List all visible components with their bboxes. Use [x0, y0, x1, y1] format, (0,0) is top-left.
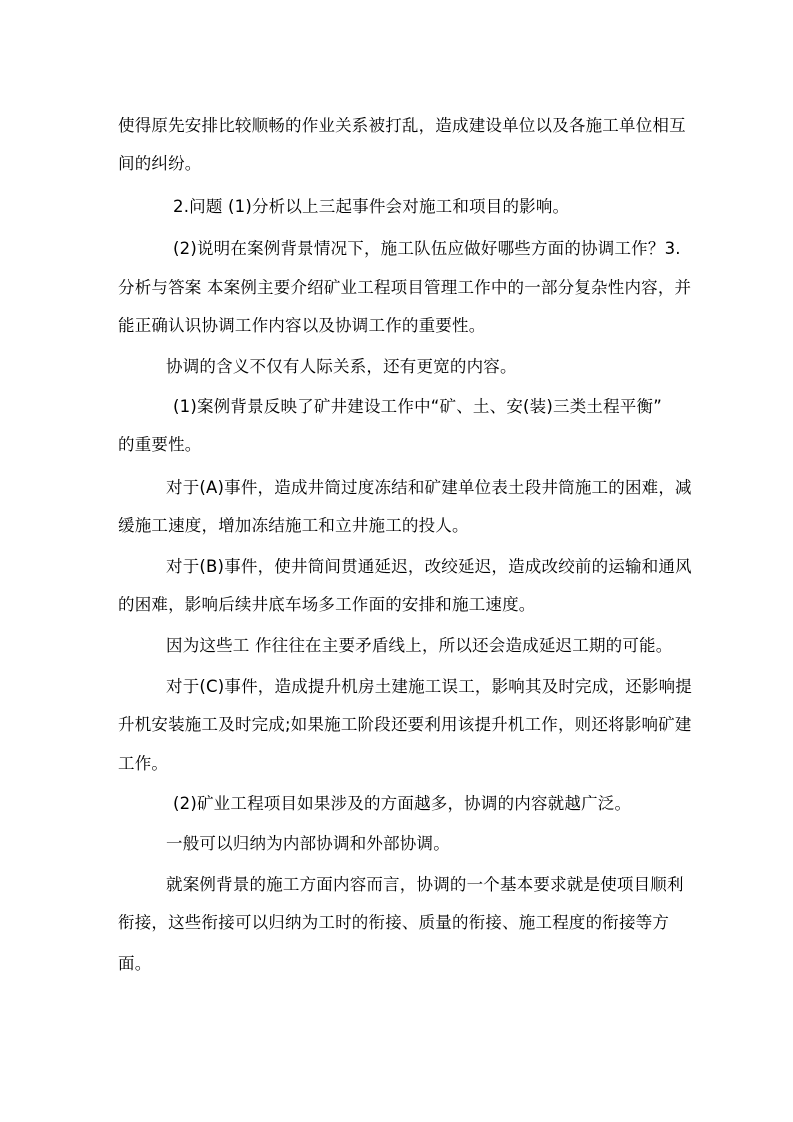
text-line: 对于(A)事件，造成井筒过度冻结和矿建单位表土段井筒施工的困难，减	[166, 478, 692, 497]
text-line: 间的纠纷。	[118, 154, 202, 173]
text-line: 的重要性。	[118, 435, 202, 454]
text-line: 面。	[118, 954, 152, 973]
text-line: 对于(C)事件，造成提升机房土建施工误工，影响其及时完成，还影响提	[166, 677, 692, 696]
text-line: (2)矿业工程项目如果涉及的方面越多，协调的内容就越广泛。	[173, 794, 632, 813]
text-line: 就案例背景的施工方面内容而言，协调的一个基本要求就是使项目顺利	[166, 875, 684, 894]
text-line: 2.问题 (1)分析以上三起事件会对施工和项目的影响。	[173, 197, 570, 216]
text-line: 分析与答案 本案例主要介绍矿业工程项目管理工作中的一部分复杂性内容，并	[118, 278, 692, 297]
text-line: 因为这些工 作往往在主要矛盾线上，所以还会造成延迟工期的可能。	[166, 636, 673, 655]
text-line: (1)案例背景反映了矿井建设工作中“矿、土、安(装)三类土程平衡”	[173, 397, 662, 416]
text-line: 缓施工速度，增加冻结施工和立井施工的投人。	[118, 516, 469, 535]
text-line: 能正确认识协调工作内容以及协调工作的重要性。	[118, 316, 486, 335]
text-line: 工作。	[118, 754, 169, 773]
text-line: 升机安装施工及时完成;如果施工阶段还要利用该提升机工作，则还将影响矿建	[118, 715, 692, 734]
text-line: 对于(B)事件，使井筒间贯通延迟，改绞延迟，造成改绞前的运输和通风	[166, 557, 692, 576]
text-line: 的困难，影响后续井底车场多工作面的安排和施工速度。	[118, 595, 536, 614]
text-line: (2)说明在案例背景情况下，施工队伍应做好哪些方面的协调工作？3.	[173, 239, 681, 258]
text-line: 衔接，这些衔接可以归纳为工时的衔接、质量的衔接、施工程度的衔接等方	[118, 913, 670, 932]
text-line: 使得原先安排比较顺畅的作业关系被打乱，造成建设单位以及各施工单位相互	[118, 116, 686, 135]
text-line: 协调的含义不仅有人际关系，还有更宽的内容。	[166, 357, 517, 376]
text-line: 一般可以归纳为内部协调和外部协调。	[166, 834, 450, 853]
